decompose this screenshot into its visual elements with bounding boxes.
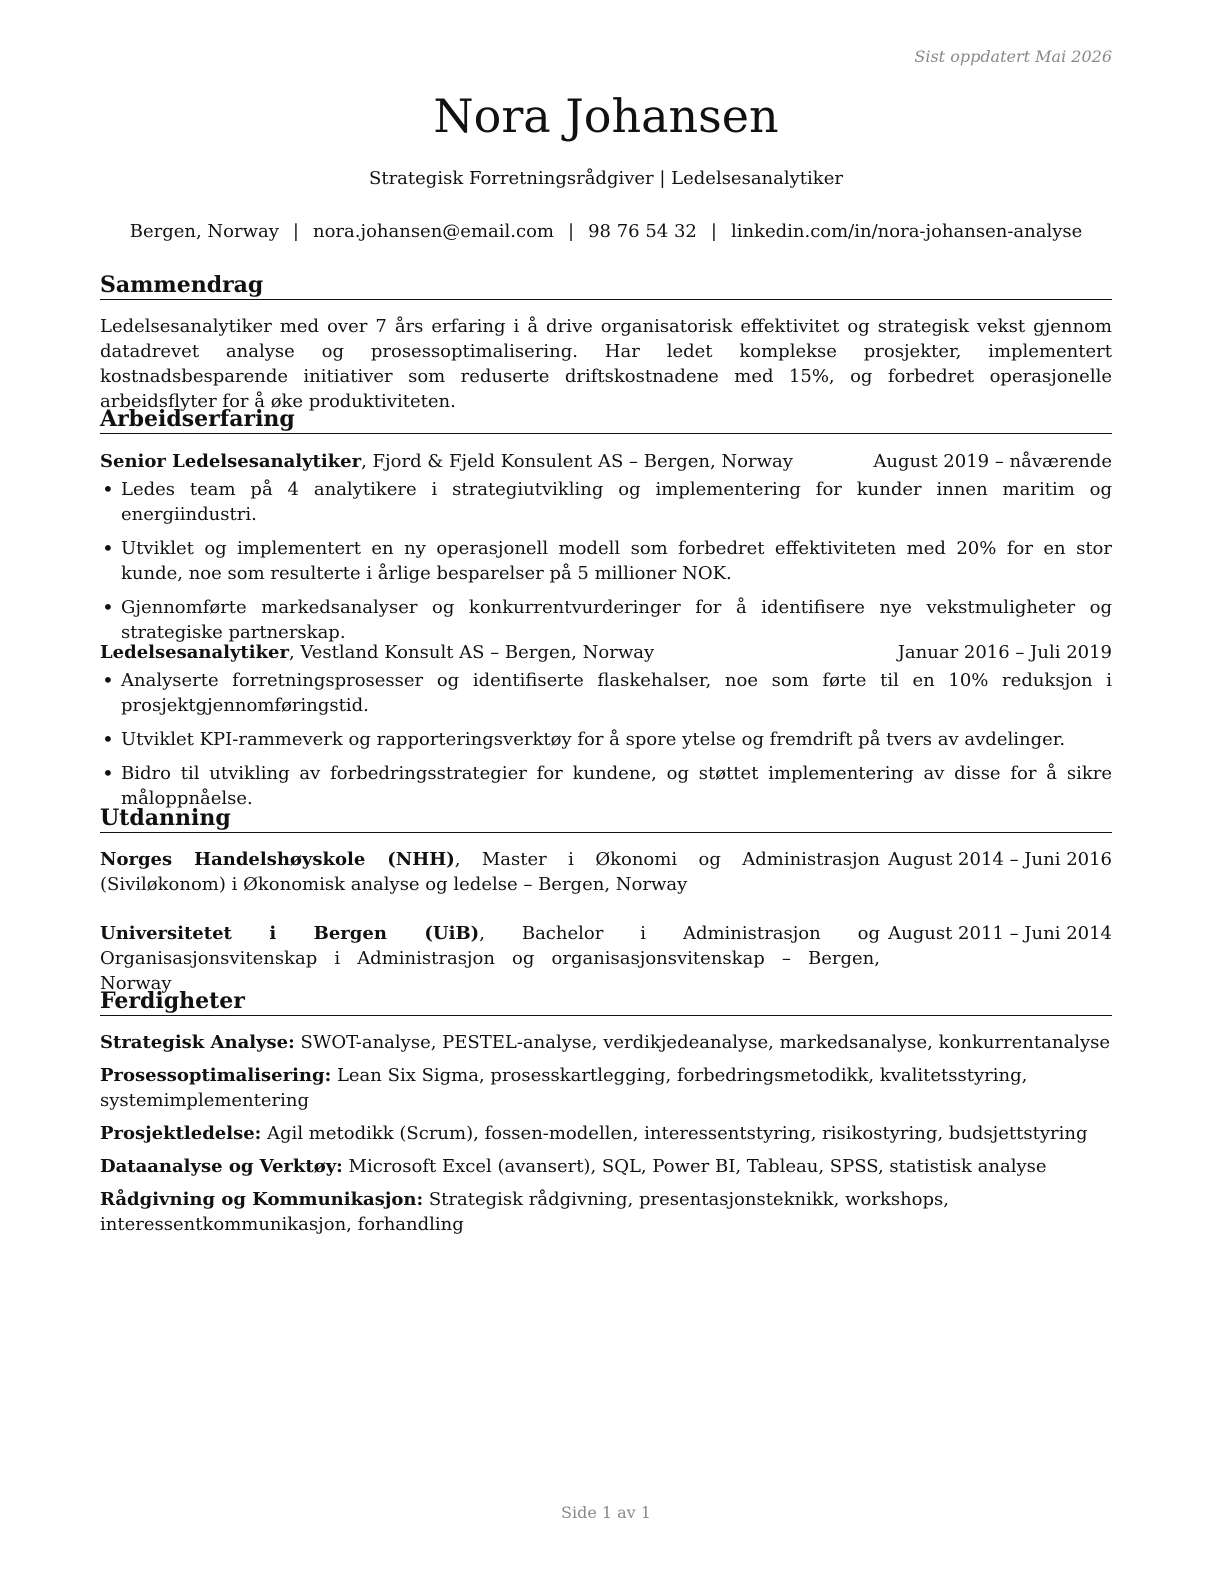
skill-text: SWOT-analyse, PESTEL-analyse, verdikjedeanalyse, markedsanalyse, konkurrentanalyse — [294, 1032, 1111, 1053]
skill-label: Prosjektledelse: — [100, 1123, 262, 1144]
job-dates: August 2019 – nåværende — [873, 451, 1112, 472]
education-entry — [100, 847, 1112, 897]
job-role: Senior Ledelsesanalytiker — [100, 451, 362, 472]
contact-linkedin[interactable]: linkedin.com/in/nora-johansen-analyse — [730, 221, 1083, 242]
contact-separator: | — [710, 221, 717, 242]
section-title-summary: Sammendrag — [100, 271, 1112, 300]
job-company: , Vestland Konsult AS – Bergen, Norway — [288, 642, 655, 663]
skill-label: Dataanalyse og Verktøy: — [100, 1156, 343, 1177]
contact-separator: | — [567, 221, 575, 242]
list-item: • Bidro til utvikling av forbedringsstrategier for kundene, og støttet implementering av disse for å sikre måloppnåelse. — [100, 761, 1112, 811]
skill-text: Strategisk rådgivning, presentasjonsteknikk, workshops, interessentkommunikasjon, forhandling — [100, 1189, 949, 1235]
contact-line — [80, 219, 1132, 244]
skill-text: Microsoft Excel (avansert), SQL, Power BI, Tableau, SPSS, statistisk analyse — [342, 1156, 1047, 1177]
education-dates: August 2011 – Juni 2014 — [888, 923, 1112, 944]
section-title-experience: Arbeidserfaring — [100, 405, 1112, 434]
section-title-education: Utdanning — [100, 804, 1112, 833]
school-name: Universitetet i Bergen (UiB) — [100, 923, 480, 944]
skill-item — [100, 1063, 1112, 1113]
job-company: , Fjord & Fjeld Konsulent AS – Bergen, Norway — [361, 451, 793, 472]
job-header — [100, 640, 1112, 665]
skill-item — [100, 1187, 1112, 1237]
degree-detail: , Master i Økonomi og Administrasjon (Siviløkonom) i Økonomisk analyse og ledelse – Bergen, Norway — [100, 849, 880, 895]
list-item: • Utviklet og implementert en ny operasjonell modell som forbedret effektiviteten med 20% for en stor kunde, noe som resulterte i årlige besparelser på 5 millioner NOK. — [100, 536, 1112, 586]
contact-email[interactable]: nora.johansen@email.com — [313, 221, 554, 242]
skill-text: Lean Six Sigma, prosesskartlegging, forbedringsmetodikk, kvalitetsstyring, systemimplementering — [100, 1065, 1028, 1111]
degree-detail: , Bachelor i Administrasjon og Organisasjonsvitenskap i Administrasjon og organisasjonsvitenskap – Bergen, Norway — [100, 923, 881, 994]
professional-title: Strategisk Forretningsrådgiver | Ledelsesanalytiker — [369, 168, 843, 189]
school-name: Norges Handelshøyskole (NHH) — [100, 849, 455, 870]
skills-list — [100, 1030, 1112, 1245]
skill-text: Agil metodikk (Scrum), fossen-modellen, interessentstyring, risikostyring, budsjettstyring — [261, 1123, 1088, 1144]
resume-page — [100, 0, 1112, 1584]
section-title-skills: Ferdigheter — [100, 987, 1112, 1016]
education-dates: August 2014 – Juni 2016 — [888, 849, 1112, 870]
contact-location: Bergen, Norway — [129, 221, 279, 242]
summary-text: Ledelsesanalytiker med over 7 års erfaring i å drive organisatorisk effektivitet og strategisk vekst gjennom datadrevet analyse og prosessoptimalisering. Har ledet komplekse prosjekter, implementert kostnadsbesparende initiativer som reduserte driftskostnadene med 15%, og forbedret operasjonelle arbeidsflyter for å øke produktiviteten. — [100, 316, 1112, 412]
list-item: • Gjennomførte markedsanalyser og konkurrentvurderinger for å identifisere nye vekstmuligheter og strategiske partnerskap. — [100, 595, 1112, 645]
skill-item — [100, 1030, 1112, 1055]
contact-phone[interactable]: 98 76 54 32 — [588, 221, 697, 242]
skill-label: Rådgivning og Kommunikasjon: — [100, 1189, 424, 1210]
skill-label: Prosessoptimalisering: — [100, 1065, 332, 1086]
education-description — [100, 921, 880, 996]
job-role: Ledelsesanalytiker — [100, 642, 289, 663]
page-number: Side 1 av 1 — [561, 1503, 651, 1522]
last-updated: Sist oppdatert Mai 2026 — [914, 47, 1112, 66]
contact-separator: | — [292, 221, 299, 242]
list-item: • Analyserte forretningsprosesser og identifiserte flaskehalser, noe som førte til en 10% reduksjon i prosjektgjennomføringstid. — [100, 668, 1112, 718]
list-item: • Utviklet KPI-rammeverk og rapporteringsverktøy for å spore ytelse og fremdrift på tvers av avdelinger. — [100, 727, 1112, 752]
job-bullets — [100, 668, 1112, 811]
job-dates: Januar 2016 – Juli 2019 — [897, 642, 1112, 663]
job-bullets — [100, 477, 1112, 645]
list-item: • Ledes team på 4 analytikere i strategiutvikling og implementering for kunder innen maritim og energiindustri. — [100, 477, 1112, 527]
job-header — [100, 449, 1112, 474]
skill-item — [100, 1121, 1112, 1146]
skill-item — [100, 1154, 1112, 1179]
skill-label: Strategisk Analyse: — [100, 1032, 295, 1053]
job-entry — [100, 640, 1112, 820]
education-entry — [100, 921, 1112, 996]
education-description — [100, 847, 880, 897]
job-entry — [100, 449, 1112, 654]
person-name: Nora Johansen — [433, 89, 779, 143]
